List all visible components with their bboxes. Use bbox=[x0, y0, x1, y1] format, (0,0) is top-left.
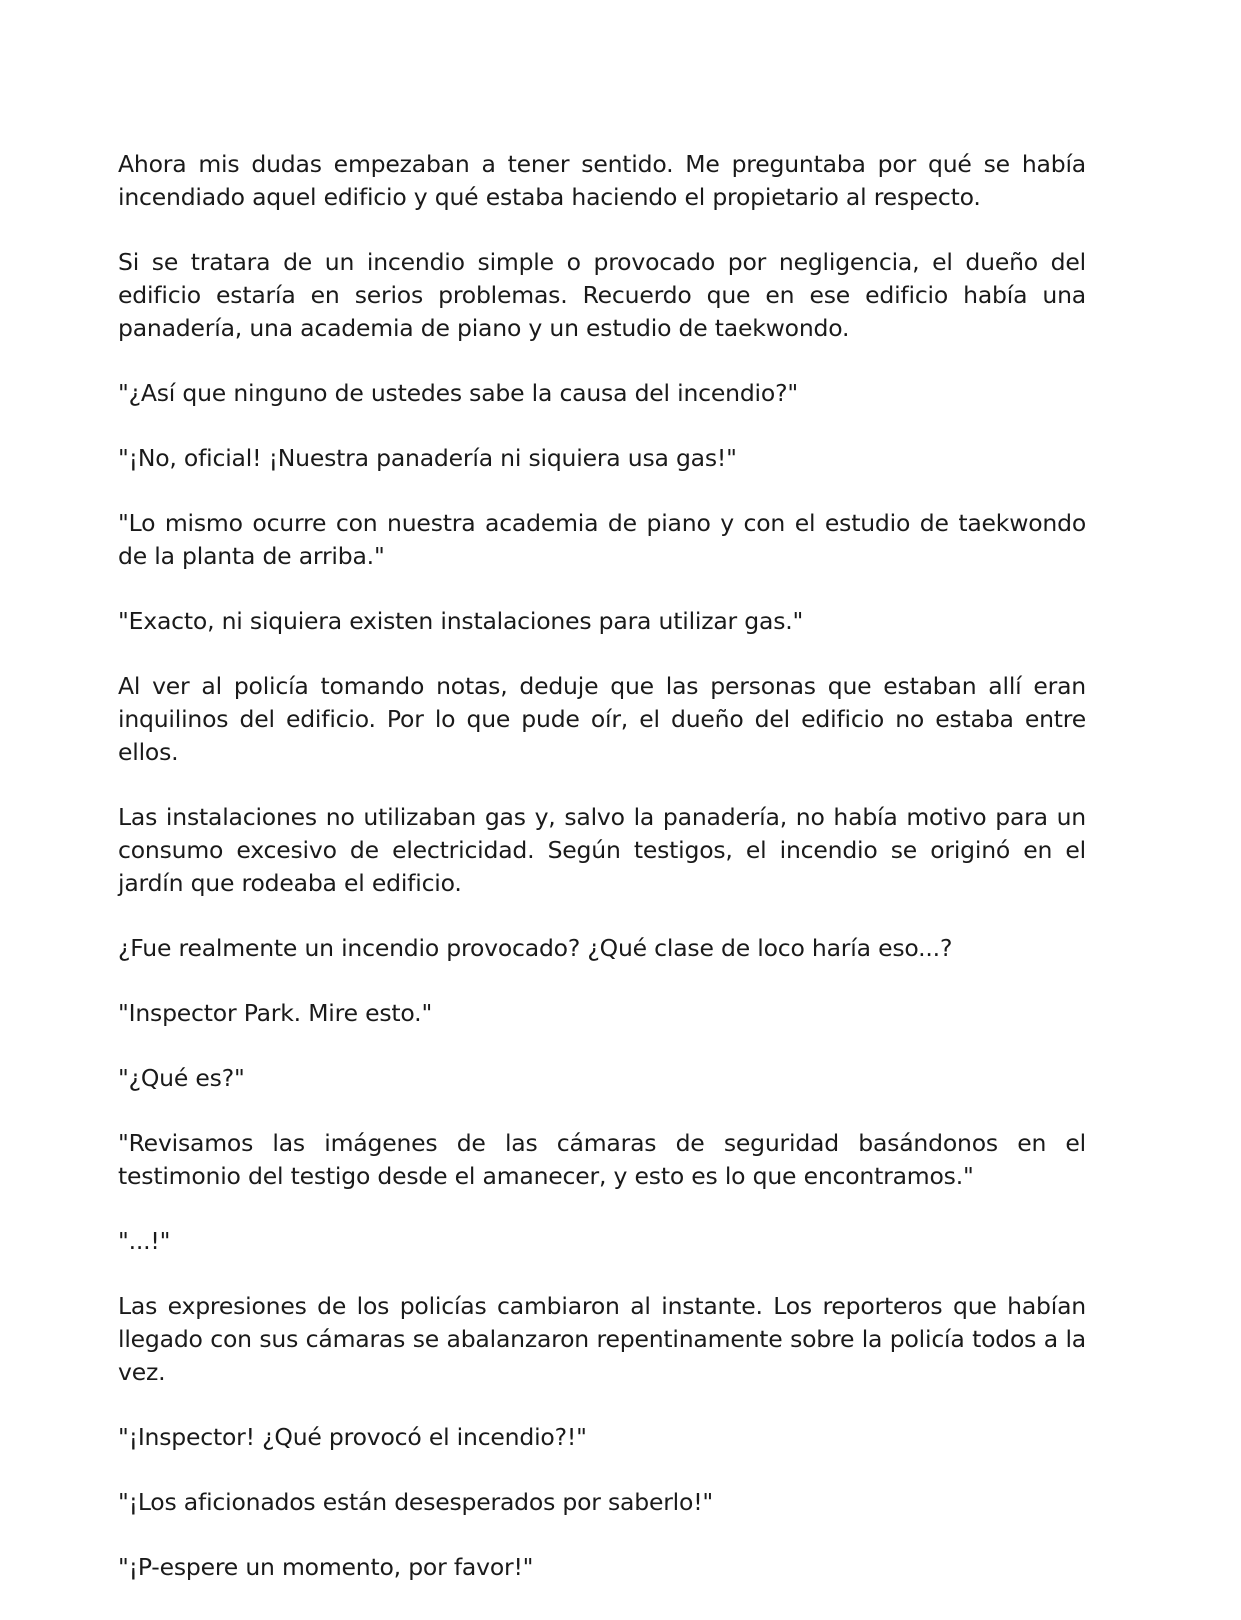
paragraph: "¡No, oficial! ¡Nuestra panadería ni siquiera usa gas!" bbox=[118, 444, 737, 472]
paragraph: Las instalaciones no utilizaban gas y, salvo la panadería, no había motivo para un consumo excesivo de electricidad. Según testigos, el incendio se originó en el jardín que rodeaba el edificio. bbox=[118, 803, 1086, 897]
paragraph: ¿Fue realmente un incendio provocado? ¿Qué clase de loco haría eso...? bbox=[118, 934, 953, 962]
paragraph: "...!" bbox=[118, 1227, 171, 1255]
paragraph: "¡P-espere un momento, por favor!" bbox=[118, 1553, 534, 1581]
paragraph: Si se tratara de un incendio simple o provocado por negligencia, el dueño del edificio estaría en serios problemas. Recuerdo que en ese edificio había una panadería, una academia de piano y un estudio de taekwondo. bbox=[118, 248, 1086, 342]
paragraph: "Lo mismo ocurre con nuestra academia de piano y con el estudio de taekwondo de la planta de arriba." bbox=[118, 509, 1086, 570]
paragraph: Las expresiones de los policías cambiaron al instante. Los reporteros que habían llegado con sus cámaras se abalanzaron repentinamente sobre la policía todos a la vez. bbox=[118, 1292, 1086, 1386]
paragraph: "¿Qué es?" bbox=[118, 1064, 245, 1092]
paragraph: "Inspector Park. Mire esto." bbox=[118, 999, 433, 1027]
paragraph: Ahora mis dudas empezaban a tener sentido. Me preguntaba por qué se había incendiado aquel edificio y qué estaba haciendo el propietario al respecto. bbox=[118, 150, 1086, 211]
document-body bbox=[118, 148, 1086, 1616]
paragraph: "¿Así que ninguno de ustedes sabe la causa del incendio?" bbox=[118, 379, 798, 407]
paragraph: "Exacto, ni siquiera existen instalaciones para utilizar gas." bbox=[118, 607, 804, 635]
paragraph: "Revisamos las imágenes de las cámaras de seguridad basándonos en el testimonio del testigo desde el amanecer, y esto es lo que encontramos." bbox=[118, 1129, 1086, 1190]
paragraph: "¡Los aficionados están desesperados por saberlo!" bbox=[118, 1488, 714, 1516]
paragraph: Al ver al policía tomando notas, deduje que las personas que estaban allí eran inquilinos del edificio. Por lo que pude oír, el dueño del edificio no estaba entre ellos. bbox=[118, 672, 1086, 766]
paragraph: "¡Inspector! ¿Qué provocó el incendio?!" bbox=[118, 1423, 587, 1451]
